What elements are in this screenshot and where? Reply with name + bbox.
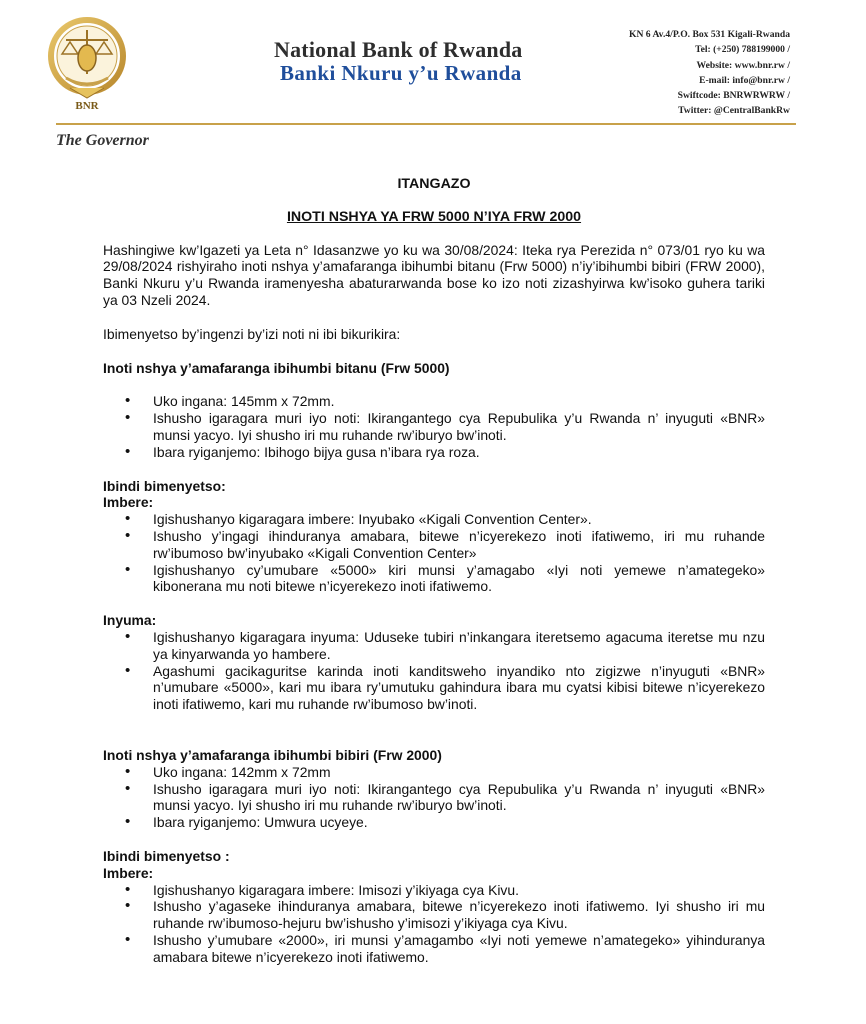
- list-item: • Ishusho y’agaseke ihinduranya amabara, bitewe n’icyerekezo inoti ifatiwemo. Iyi shusho iri mu ruhande rw’ibumoso-hejuru bw’ishusho y’imisozi y’ikiyaga cya Kivu.: [103, 898, 765, 932]
- note5000-heading: Inoti nshya y’amafaranga ibihumbi bitanu (Frw 5000): [103, 359, 450, 376]
- list-item: • Ibara ryiganjemo: Ibihogo bijya gusa n’ibara rya roza.: [103, 444, 765, 461]
- document-title: ITANGAZO: [397, 176, 471, 192]
- letterhead: [0, 0, 866, 160]
- note2000-front-heading: Imbere:: [103, 864, 154, 881]
- list-item: • Igishushanyo kigaragara imbere: Imisozi y’ikiyaga cya Kivu.: [103, 882, 765, 899]
- list-item: • Uko ingana: 142mm x 72mm: [103, 764, 765, 781]
- list-item: • Ishusho igaragara muri iyo noti: Ikirangantego cya Repubulika y’u Rwanda n’ inyuguti «BNR» munsi yacyo. Iyi shusho iri mu ruhande rw’iburyo bw’inoti.: [103, 781, 765, 815]
- contact-block: [629, 27, 790, 119]
- contact-email: E-mail: info@bnr.rw /: [699, 74, 790, 86]
- note5000-back-heading: Inyuma:: [103, 612, 157, 629]
- note5000-front-list: [103, 511, 765, 595]
- intro-paragraph: Hashingiwe kw’Igazeti ya Leta n° Idasanzwe yo ku wa 30/08/2024: Iteka rya Perezida n° 073/01 ryo ku wa 29/08/2024 rishyiraho inoti nshya y’amafaranga ibihumbi bitanu (Frw 5000) n’iy’ibihumbi bibiri (FRW 2000), Banki Nkuru y’u Rwanda iramenyesha abaturarwanda bose ko izo noti zizashyirwa kw’isoko guhera tariki ya 03 Nzeli 2024.: [103, 241, 765, 308]
- list-item: • Uko ingana: 145mm x 72mm.: [103, 393, 765, 410]
- list-item: • Igishushanyo kigaragara imbere: Inyubako «Kigali Convention Center».: [103, 511, 765, 528]
- note2000-other-heading: Ibindi bimenyetso :: [103, 847, 230, 864]
- note2000-heading: Inoti nshya y’amafaranga ibihumbi bibiri (Frw 2000): [103, 746, 442, 763]
- list-item: • Ishusho y’umubare «2000», iri munsi y’amagambo «Iyi noti yemewe n’amategeko» yihinduranya amabara bitewe n’icyerekezo inoti ifatiwemo.: [103, 932, 765, 966]
- note2000-features: [103, 764, 765, 831]
- contact-website: Website: www.bnr.rw /: [696, 59, 790, 71]
- list-item: • Igishushanyo kigaragara inyuma: Uduseke tubiri n’inkangara iteretsemo agacuma iteretse mu nzu ya kinyarwanda yo hambere.: [103, 629, 765, 663]
- office-label: The Governor: [56, 132, 149, 149]
- bank-name-en: National Bank of Rwanda: [274, 37, 523, 62]
- contact-swiftcode: Swiftcode: BNRWRWRW /: [677, 90, 790, 102]
- note2000-front-list: [103, 882, 765, 966]
- contact-twitter: Twitter: @CentralBankRw: [678, 105, 790, 117]
- list-item: • Ishusho y’ingagi ihinduranya amabara, bitewe n’icyerekezo inoti ifatiwemo, iri mu ruhande rw’ibumoso bw’inyubako «Kigali Convention Center»: [103, 528, 765, 562]
- note5000-back-list: [103, 629, 765, 713]
- note5000-front-heading: Imbere:: [103, 494, 154, 511]
- note5000-other-heading: Ibindi bimenyetso:: [103, 477, 226, 494]
- lead-paragraph: Ibimenyetso by’ingenzi by’izi noti ni ibi bikurikira:: [103, 325, 401, 342]
- list-item: • Ishusho igaragara muri iyo noti: Ikirangantego cya Repubulika y’u Rwanda n’ inyuguti «BNR» munsi yacyo. Iyi shusho iri mu ruhande rw’iburyo bw’inoti.: [103, 410, 765, 444]
- note5000-features: [103, 393, 765, 460]
- document-body: [103, 176, 765, 965]
- list-item: • Agashumi gacikaguritse karinda inoti kanditsweho inyandiko nto zigizwe n’inyuguti «BNR» n’umubare «5000», kari mu ibara ry’umutuku gahindura ibara mu cyatsi kibisi bitewe n’icyerekezo inoti ifatiwemo, kari mu ruhande rw’ibumoso bw’inoti.: [103, 663, 765, 713]
- bnr-logo-icon: [48, 16, 126, 112]
- contact-address: KN 6 Av.4/P.O. Box 531 Kigali-Rwanda: [629, 29, 790, 40]
- header-divider: [56, 123, 796, 125]
- contact-phone: Tel: (+250) 788199000 /: [695, 44, 790, 56]
- list-item: • Ibara ryiganjemo: Umwura ucyeye.: [103, 814, 765, 831]
- bank-name-rw: Banki Nkuru y’u Rwanda: [280, 61, 522, 85]
- document-subtitle: INOTI NSHYA YA FRW 5000 N’IYA FRW 2000: [286, 208, 582, 225]
- logo-text: BNR: [75, 100, 99, 112]
- list-item: • Igishushanyo cy’umubare «5000» kiri munsi y’amagabo «Iyi noti yemewe n’amategeko» kibonerana mu noti bitewe n’icyerekezo inoti ifatiwemo.: [103, 562, 765, 596]
